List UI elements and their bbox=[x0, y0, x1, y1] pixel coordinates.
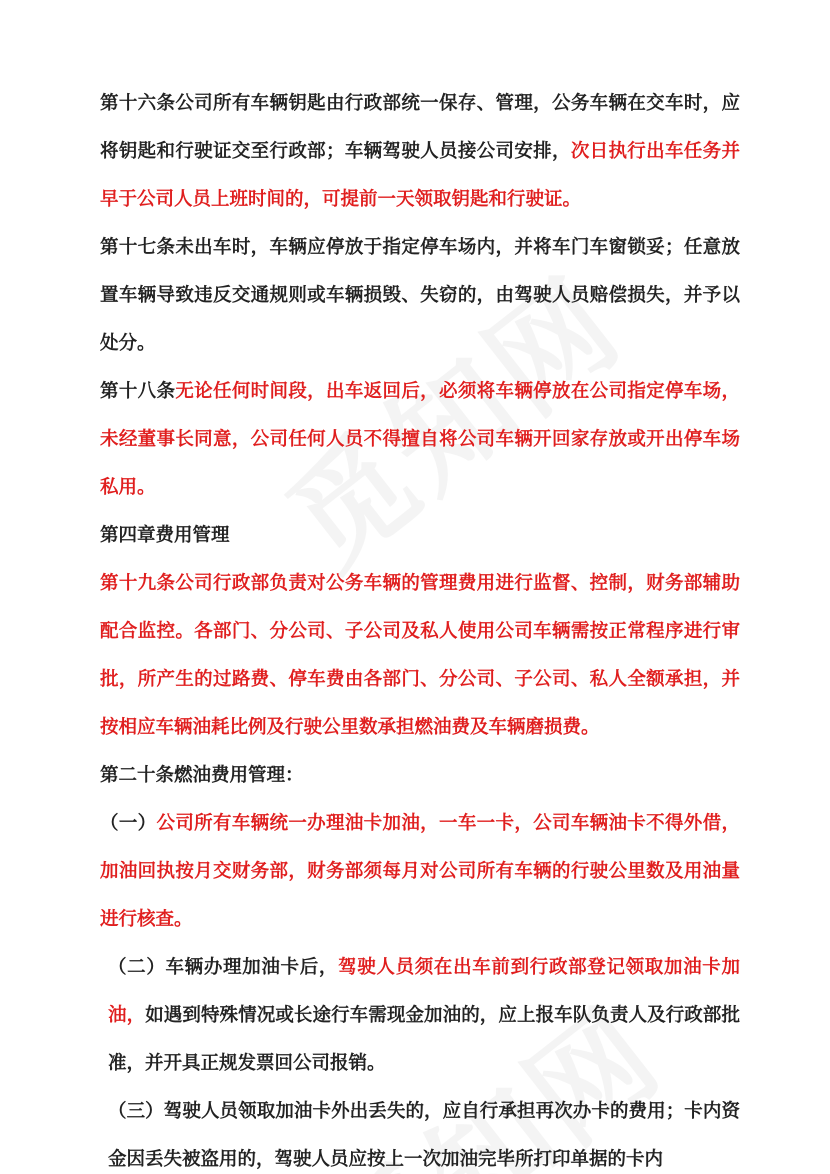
document-body bbox=[100, 80, 740, 1174]
highlighted-text-segment: 无论任何时间段，出车返回后，必须将车辆停放在公司指定停车场，未经董事长同意，公司任何人员不得擅自将公司车辆开回家存放或开出停车场私用。 bbox=[100, 381, 740, 498]
highlighted-text-segment: 公司所有车辆统一办理油卡加油，一车一卡，公司车辆油卡不得外借，加油回执按月交财务部，财务部须每月对公司所有车辆的行驶公里数及用油量进行核查。 bbox=[100, 813, 740, 930]
paragraph-article-16 bbox=[100, 80, 740, 224]
text-segment: 如遇到特殊情况或长途行车需现金加油的，应上报车队负责人及行政部批准，并开具正规发票回公司报销。 bbox=[108, 1005, 740, 1074]
list-item-1 bbox=[100, 800, 740, 944]
highlighted-text-segment: 第十九条公司行政部负责对公务车辆的管理费用进行监督、控制，财务部辅助配合监控。各部门、分公司、子公司及私人使用公司车辆需按正常程序进行审批，所产生的过路费、停车费由各部门、分公司、子公司、私人全额承担，并按相应车辆油耗比例及行驶公里数承担燃油费及车辆磨损费。 bbox=[100, 573, 740, 738]
text-segment: （二）车辆办理加油卡后， bbox=[108, 957, 339, 978]
text-segment: 第十六条公司所有车辆钥匙由行政部统一保存、管理，公务车辆在交车时，应将钥匙和行驶证交至行政部；车辆驾驶人员接公司安排， bbox=[100, 93, 740, 162]
list-item-2 bbox=[100, 944, 740, 1088]
text-segment: 第十八条 bbox=[100, 381, 176, 402]
paragraph-article-19 bbox=[100, 560, 740, 752]
chapter-heading bbox=[100, 512, 740, 560]
list-item-3 bbox=[100, 1088, 740, 1174]
list-marker: （一） bbox=[100, 813, 157, 834]
chapter-title: 第四章费用管理 bbox=[100, 525, 230, 546]
text-segment: （三）驾驶人员领取加油卡外出丢失的，应自行承担再次办卡的费用；卡内资金因丢失被盗用的，驾驶人员应按上一次加油完毕所打印单据的卡内 bbox=[108, 1101, 740, 1170]
paragraph-article-17 bbox=[100, 224, 740, 368]
text-segment: 第二十条燃油费用管理： bbox=[100, 765, 304, 786]
paragraph-article-20 bbox=[100, 752, 740, 800]
highlighted-text-segment: 驾驶人员须在出车前到行政部登记领取加油卡加油， bbox=[108, 957, 740, 1026]
highlighted-text-segment: 次日执行出车任务并早于公司人员上班时间的，可提前一天领取钥匙和行驶证。 bbox=[100, 141, 740, 210]
paragraph-article-18 bbox=[100, 368, 740, 512]
text-segment: 第十七条未出车时，车辆应停放于指定停车场内，并将车门车窗锁妥；任意放置车辆导致违反交通规则或车辆损毁、失窃的，由驾驶人员赔偿损失，并予以处分。 bbox=[100, 237, 740, 354]
